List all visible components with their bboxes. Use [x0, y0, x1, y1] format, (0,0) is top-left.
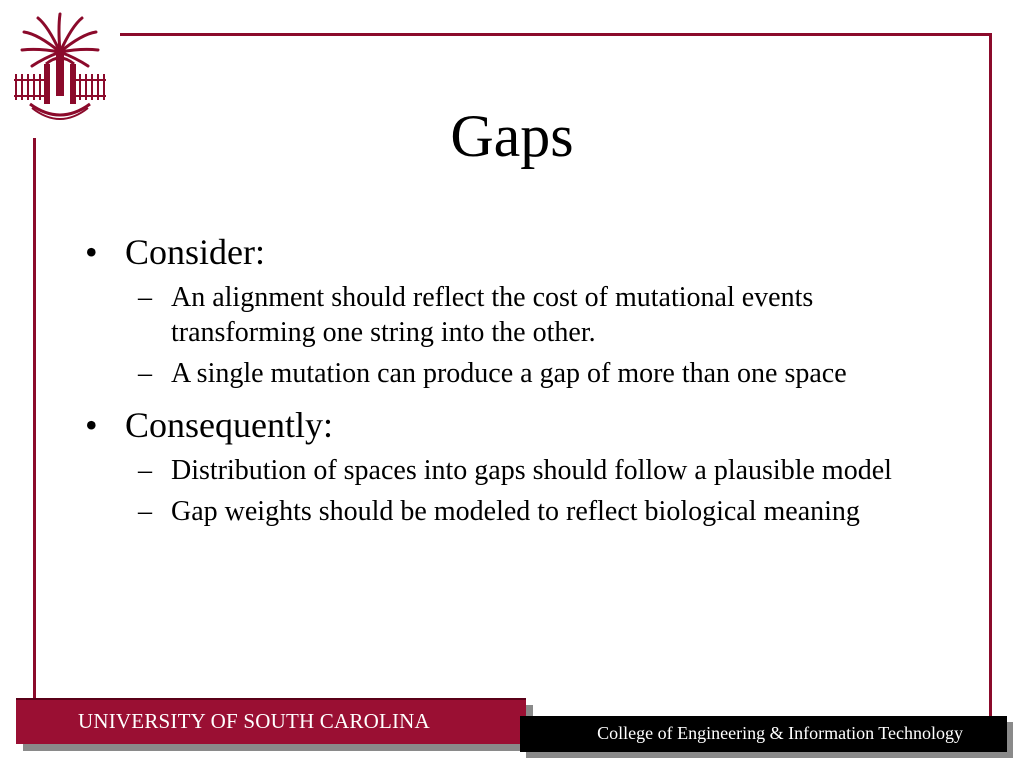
sub-bullet-item — [80, 356, 940, 391]
sub-bullet-text: Distribution of spaces into gaps should follow a plausible model — [171, 455, 892, 486]
slide-body — [80, 226, 940, 529]
bullet-marker: • — [85, 232, 98, 272]
slide-title: Gaps — [450, 103, 574, 169]
college-banner — [520, 716, 1007, 752]
university-name: UNIVERSITY OF SOUTH CAROLINA — [78, 709, 430, 733]
university-banner — [16, 698, 526, 744]
bullet-marker: • — [85, 405, 98, 445]
sub-bullet-text: An alignment should reflect the cost of mutational events transforming one string into the other. — [171, 282, 814, 348]
bullet-text: Consider: — [125, 232, 265, 272]
sub-bullet-item — [80, 494, 940, 529]
dash-marker: – — [138, 358, 152, 389]
sub-bullet-text: Gap weights should be modeled to reflect biological meaning — [171, 496, 860, 527]
bullet-item — [80, 403, 940, 447]
sub-bullet-item — [80, 453, 940, 488]
bullet-item — [80, 230, 940, 274]
dash-marker: – — [138, 282, 152, 313]
frame-left-line — [33, 138, 36, 698]
frame-top-line — [120, 33, 992, 36]
dash-marker: – — [138, 455, 152, 486]
sub-bullet-text: A single mutation can produce a gap of more than one space — [171, 358, 847, 389]
bullet-text: Consequently: — [125, 405, 333, 445]
sub-bullet-item — [80, 280, 940, 350]
dash-marker: – — [138, 496, 152, 527]
college-name: College of Engineering & Information Technology — [597, 723, 963, 743]
